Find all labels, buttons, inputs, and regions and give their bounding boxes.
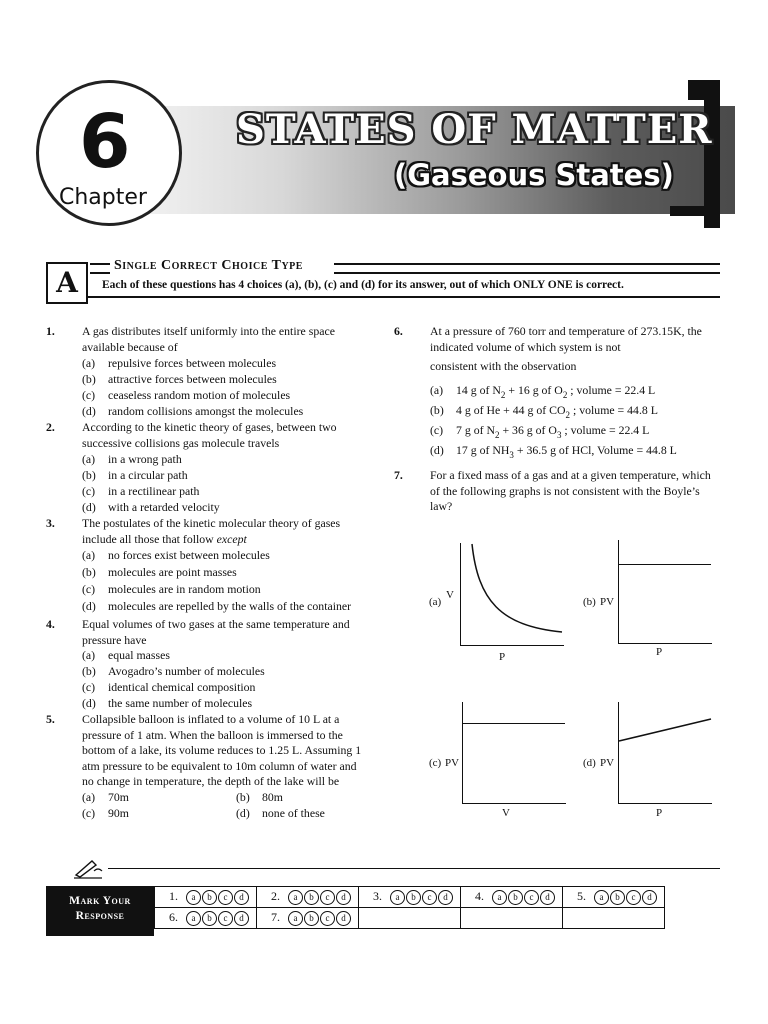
option-letter: (a): [82, 356, 96, 370]
response-cell: [563, 908, 665, 929]
question-text: A gas distributes itself uniformly into the entire space available because of: [82, 324, 335, 354]
section-rule-left: [90, 263, 110, 274]
graph-b-axes: [618, 540, 712, 644]
response-cell[interactable]: 6. a b c d: [155, 908, 257, 929]
option: (c) ceaseless random motion of molecules: [82, 388, 291, 402]
option: (b) Avogadro’s number of molecules: [82, 664, 265, 678]
response-label-line1: Mark Your: [69, 895, 131, 907]
answer-bubble-d[interactable]: d: [234, 911, 249, 926]
option: (a) repulsive forces between molecules: [82, 356, 277, 370]
section-description: Each of these questions has 4 choices (a), (b), (c) and (d) for its answer, out of which ONLY ONE is correct.: [102, 279, 624, 291]
option-letter: (c): [430, 423, 444, 437]
option: (d) 17 g of $NH_3 + 36.5$ g of HCl, Volume = 44.8 L: [430, 443, 677, 460]
graph-b-line: [619, 564, 711, 565]
graph-b-xlabel: P: [656, 646, 663, 658]
graph-b-ylabel: PV: [600, 596, 615, 608]
option-letter: (a): [430, 383, 444, 397]
answer-bubble-d[interactable]: d: [336, 890, 351, 905]
option: (b) attractive forces between molecules: [82, 372, 277, 386]
graph-d-xlabel: P: [656, 807, 663, 819]
answer-bubble-d[interactable]: d: [234, 890, 249, 905]
option: (a) in a wrong path: [82, 452, 182, 466]
chapter-banner: [40, 80, 728, 240]
option-letter: (c): [82, 806, 96, 820]
response-cell[interactable]: 1. a b c d: [155, 887, 257, 908]
option-letter: (b): [82, 565, 96, 579]
option-letter: (c): [82, 582, 96, 596]
option: (b) 80m: [236, 790, 283, 804]
answer-bubble-a[interactable]: a: [288, 911, 303, 926]
option-letter: (d): [82, 599, 96, 613]
question-text: According to the kinetic theory of gases, between two successive collisions gas molecule travels: [82, 420, 337, 450]
option-letter: (b): [82, 372, 96, 386]
question-number: 2.: [46, 420, 55, 434]
option: (c) 90m: [82, 806, 129, 820]
option: (c) molecules are in random motion: [82, 582, 261, 596]
option: (a) equal masses: [82, 648, 170, 662]
option: (d) with a retarded velocity: [82, 500, 220, 514]
option-letter: (d): [236, 806, 250, 820]
response-rule: [108, 868, 720, 869]
option-letter: (b): [236, 790, 250, 804]
answer-bubble-a[interactable]: a: [186, 911, 201, 926]
question-number: 5.: [46, 712, 55, 726]
question-number: 4.: [46, 617, 55, 631]
question-number: 6.: [394, 324, 403, 338]
answer-bubble-b[interactable]: b: [406, 890, 421, 905]
option: (b) molecules are point masses: [82, 565, 237, 579]
graph-a-xlabel: P: [499, 651, 506, 663]
option: (d) none of these: [236, 806, 325, 820]
graph-c-line: [463, 723, 565, 724]
response-cell: [461, 908, 563, 929]
option: (c) 7 g of $N_2 + 36$ g of $O_3$ ; volume = 22.4 L: [430, 423, 650, 440]
response-cell[interactable]: 4. a b c d: [461, 887, 563, 908]
response-cell: [359, 908, 461, 929]
section-rule: [88, 296, 720, 298]
answer-bubble-b[interactable]: b: [610, 890, 625, 905]
answer-bubble-c[interactable]: c: [422, 890, 437, 905]
answer-bubble-a[interactable]: a: [492, 890, 507, 905]
answer-bubble-a[interactable]: a: [288, 890, 303, 905]
answer-bubble-c[interactable]: c: [320, 890, 335, 905]
option: (d) the same number of molecules: [82, 696, 253, 710]
question-text: At a pressure of 760 torr and temperature of 273.15K, the indicated volume of which system is not consistent with the observation: [430, 324, 702, 374]
chapter-badge: [36, 80, 182, 226]
graph-b-label: (b): [583, 596, 596, 608]
option: (a) 70m: [82, 790, 129, 804]
response-cell[interactable]: 2. a b c d: [257, 887, 359, 908]
response-cell[interactable]: 7. a b c d: [257, 908, 359, 929]
graph-a-curve: [460, 540, 570, 646]
option-letter: (d): [82, 500, 96, 514]
answer-bubble-c[interactable]: c: [218, 890, 233, 905]
chapter-number: 6: [79, 99, 131, 185]
answer-bubble-c[interactable]: c: [524, 890, 539, 905]
banner-bar-bottom: [670, 206, 704, 216]
option-letter: (c): [82, 680, 96, 694]
answer-bubble-a[interactable]: a: [186, 890, 201, 905]
banner-bar-top: [688, 80, 704, 100]
question-number: 1.: [46, 324, 55, 338]
answer-bubble-c[interactable]: c: [320, 911, 335, 926]
response-cell[interactable]: 5. a b c d: [563, 887, 665, 908]
option-letter: (b): [82, 664, 96, 678]
question-text: The postulates of the kinetic molecular theory of gases include all those that follow except: [82, 516, 341, 546]
question-text: For a fixed mass of a gas and at a given temperature, which of the following graphs is not consistent with the Boyle’s law?: [430, 468, 711, 514]
question-text: Collapsible balloon is inflated to a volume of 10 L at a pressure of 1 atm. When the balloon is immersed to the bottom of a lake, its volume reduces to 1.25 L. Assuming 1 atm pressure to be equivalent to 10m column of water and no change in temperature, the depth of the lake will be: [82, 712, 362, 789]
option-letter: (d): [82, 404, 96, 418]
option: (d) molecules are repelled by the walls of the container: [82, 599, 352, 613]
option: (c) identical chemical composition: [82, 680, 256, 694]
answer-bubble-b[interactable]: b: [202, 890, 217, 905]
chapter-title: STATES OF MATTER: [236, 106, 713, 153]
graph-d-ylabel: PV: [600, 757, 615, 769]
response-label: [46, 886, 154, 936]
option-letter: (b): [430, 403, 444, 417]
answer-bubble-b[interactable]: b: [304, 911, 319, 926]
option-letter: (d): [82, 696, 96, 710]
graph-a-label: (a): [429, 596, 442, 608]
answer-bubble-a[interactable]: a: [390, 890, 405, 905]
answer-bubble-c[interactable]: c: [218, 911, 233, 926]
section-letter: A: [56, 266, 78, 299]
graph-d-label: (d): [583, 757, 596, 769]
answer-bubble-a[interactable]: a: [594, 890, 609, 905]
answer-bubble-b[interactable]: b: [304, 890, 319, 905]
section-rule-right: [334, 263, 720, 274]
graph-c-axes: [462, 702, 566, 804]
response-cell[interactable]: 3. a b c d: [359, 887, 461, 908]
option-letter: (a): [82, 790, 96, 804]
option: (a) 14 g of $N_2 + 16$ g of $O_2$ ; volume = 22.4 L: [430, 383, 656, 400]
option-letter: (a): [82, 648, 96, 662]
answer-bubble-d[interactable]: d: [438, 890, 453, 905]
banner-bar: [704, 80, 720, 228]
section-letter-box: [46, 262, 88, 304]
chapter-word: Chapter: [59, 185, 147, 210]
option: (d) random collisions amongst the molecules: [82, 404, 304, 418]
answer-bubble-c[interactable]: c: [626, 890, 641, 905]
answer-bubble-d[interactable]: d: [336, 911, 351, 926]
response-label-line2: Response: [75, 910, 125, 922]
response-grid: [154, 886, 665, 929]
graph-d-line: [618, 715, 712, 745]
chapter-subtitle: (Gaseous States): [394, 158, 674, 192]
graph-c-ylabel: PV: [445, 757, 460, 769]
answer-bubble-d[interactable]: d: [642, 890, 657, 905]
question-text: Equal volumes of two gases at the same temperature and pressure have: [82, 617, 350, 647]
option-letter: (a): [82, 452, 96, 466]
question-number: 7.: [394, 468, 403, 482]
graph-c-label: (c): [429, 757, 442, 769]
graph-c-xlabel: V: [502, 807, 510, 819]
option-letter: (c): [82, 388, 96, 402]
option-letter: (b): [82, 468, 96, 482]
option-letter: (c): [82, 484, 96, 498]
answer-bubble-b[interactable]: b: [202, 911, 217, 926]
option: (b) 4 g of He + 44 g of $CO_2$ ; volume = 44.8 L: [430, 403, 658, 420]
option-letter: (a): [82, 548, 96, 562]
pen-icon: [72, 857, 104, 879]
question-number: 3.: [46, 516, 55, 530]
section-title: Single Correct Choice Type: [114, 258, 303, 273]
option-letter: (d): [430, 443, 444, 457]
graph-a-ylabel: V: [446, 589, 454, 601]
answer-bubble-b[interactable]: b: [508, 890, 523, 905]
option: (c) in a rectilinear path: [82, 484, 200, 498]
option: (b) in a circular path: [82, 468, 188, 482]
option: (a) no forces exist between molecules: [82, 548, 270, 562]
answer-bubble-d[interactable]: d: [540, 890, 555, 905]
